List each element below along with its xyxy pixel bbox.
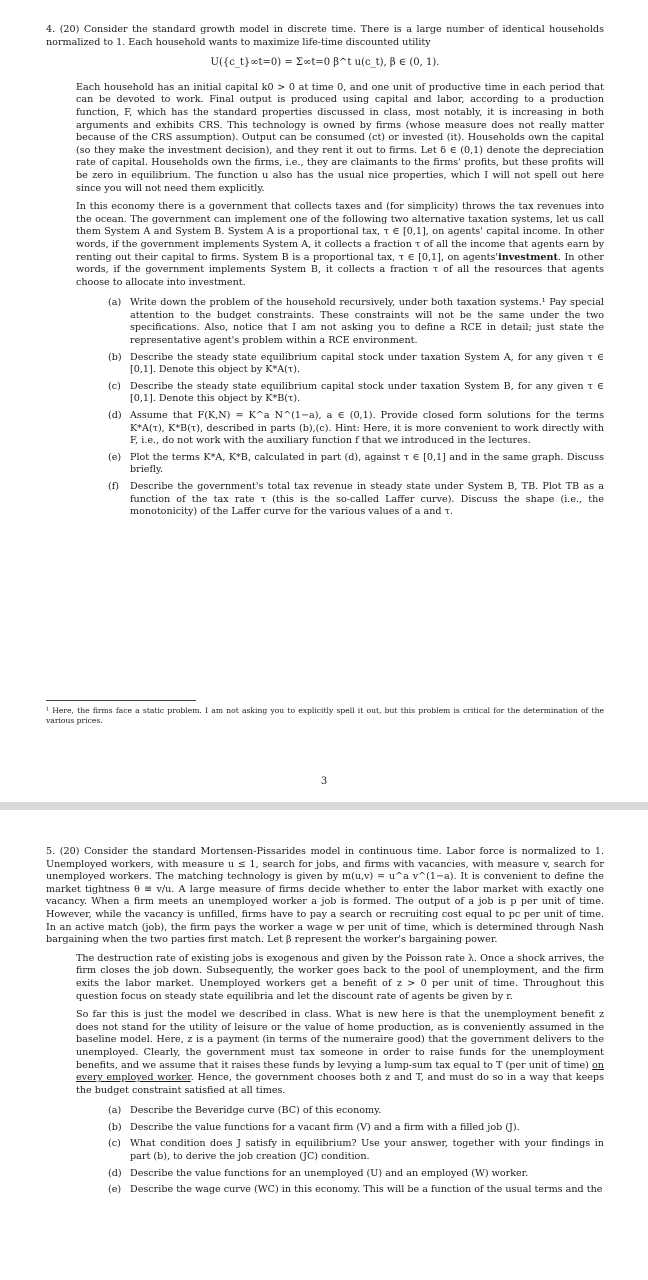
part-item: (d) Describe the value functions for an unemployed (U) and an employed (W) worker. (108, 1167, 529, 1179)
problem-5-header: 5. (20) Consider the standard Mortensen-Pissarides model in continuous time. Labor force is normalized to 1. Unemployed workers, with measure u ≤ 1, search for jobs, and firms with vacancies, with measure v, search for unemployed workers. The matching technology is given by m(u,v) = u^a v^(1−a). It is convenient to define the market tightness θ ≡ v/u. A large measure of firms decide whether to enter the labor market with exactly one vacancy. When a firm meets an unemployed worker a job is formed. The output of a job is p per unit of time. However, while the vacancy is unfilled, firms have to pay a search or recruiting cost equal to pc per unit of time. In an active match (job), the firm pays the worker a wage w per unit of time, which is determined through Nash bargaining when the two parties first match. Let β represent the worker's bargaining power. (46, 846, 604, 946)
problem-4-paragraph-1: Each household has an initial capital k0 > 0 at time 0, and one unit of productive time in each period that can be devoted to work. Final output is produced using capital and labor, according to a production function, F, which has the standard properties discussed in class, most notably, it is increasing in both arguments and exhibits CRS. This technology is owned by firms (whose measure does not really matter because of the CRS assumption). Output can be consumed (ct) or invested (it). Households own the capital (so they make the investment decision), and they rent it out to firms. Let δ ∈ (0,1) denote the depreciation rate of capital. Households own the firms, i.e., they are claimants to the firms' profits, but these profits will be zero in equilibrium. The function u also has the usual nice properties, which I will not spell out here since you will not need them explicitly. (76, 81, 604, 194)
problem-5-parts (46, 1105, 604, 1197)
footnote: ¹ Here, the firms face a static problem. I am not asking you to explicitly spell it out, but this problem is critical for the determination of the various prices. (46, 706, 604, 725)
part-item: (b) Describe the value functions for a vacant firm (V) and a firm with a filled job (J). (108, 1121, 520, 1133)
part-item: (f) Describe the government's total tax revenue in steady state under System B, TB. Plot TB as a function of the tax rate τ (this is the so-called Laffer curve). Discuss the shape (i.e., the monotonicity) of the Laffer curve for the various values of a and τ. (108, 481, 604, 518)
problem-5-paragraph-2: So far this is just the model we described in class. What is new here is that the unemployment benefit z does not stand for the utility of leisure or the value of home production, as is conveniently assumed in the baseline model. Here, z is a payment (in terms of the numeraire good) that the government delivers to the unemployed. Clearly, the government must tax someone in order to raise funds for the unemployment benefits, and we assume that it raises these funds by levying a lump-sum tax equal to T (per unit of time) on every employed worker. Hence, the government chooses both z and T, and must do so in a way that keeps the budget constraint satisfied at all times. (76, 1009, 604, 1096)
problem-4-parts (46, 297, 604, 519)
page-4 (0, 810, 648, 1280)
problem-5-paragraph-1: The destruction rate of existing jobs is exogenous and given by the Poisson rate λ. Once a shock arrives, the firm closes the job down. Subsequently, the worker goes back to the pool of unemployment, and the firm exits the labor market. Unemployed workers get a benefit of z > 0 per unit of time. Throughout this question focus on steady state equilibria and let the discount rate of agents be given by r. (76, 952, 604, 1002)
utility-formula: U({c_t}∞t=0) = Σ∞t=0 β^t u(c_t), β ∈ (0, 1). (210, 57, 440, 69)
part-item: (d) Assume that F(K,N) = K^a N^(1−a), a ∈ (0,1). Provide closed form solutions for the terms K*A(τ), K*B(τ), described in parts (b),(c). Hint: Here, it is more convenient to work directly with F, i.e., do not work with the auxiliary function f that we introduced in the lectures. (108, 410, 604, 447)
page-number: 3 (320, 776, 328, 787)
problem-4 (46, 24, 604, 523)
part-item: (e) Describe the wage curve (WC) in this economy. This will be a function of the usual terms and the (108, 1184, 603, 1196)
problem-4-paragraph-2: In this economy there is a government that collects taxes and (for simplicity) throws the tax revenues into the ocean. The government can implement one of the following two alternative taxation systems, let us call them System A and System B. System A is a proportional tax, τ ∈ [0,1], on agents' capital income. In other words, if the government implements System A, it collects a fraction τ of all the income that agents earn by renting out their capital to firms. System B is a proportional tax, τ ∈ [0,1], on agents'investment. In other words, if the government implements System B, it collects a fraction τ of all the resources that agents choose to allocate into investment. (76, 201, 604, 288)
part-item: (c) Describe the steady state equilibrium capital stock under taxation System B, for any given τ ∈ [0,1]. Denote this object by K*B(τ). (108, 380, 604, 405)
part-item: (e) Plot the terms K*A, K*B, calculated in part (d), against τ ∈ [0,1] and in the same graph. Discuss briefly. (108, 451, 604, 476)
part-item: (a) Describe the Beveridge curve (BC) of this economy. (108, 1105, 382, 1117)
part-item: (a) Write down the problem of the household recursively, under both taxation systems.¹ Pay special attention to the budget constraints. These constraints will not be the same under the two specifications. Also, notice that I am not asking you to define a RCE in detail; just state the representative agent's problem within a RCE environment. (108, 297, 604, 347)
part-item: (b) Describe the steady state equilibrium capital stock under taxation System A, for any given τ ∈ [0,1]. Denote this object by K*A(τ). (108, 351, 604, 376)
footnote-rule (46, 700, 196, 701)
part-item: (c) What condition does J satisfy in equilibrium? Use your answer, together with your findings in part (b), to derive the job creation (JC) condition. (108, 1138, 604, 1163)
problem-5 (46, 846, 604, 1201)
problem-4-header: 4. (20) Consider the standard growth model in discrete time. There is a large number of identical households normalized to 1. Each household wants to maximize life-time discounted utility (46, 24, 604, 48)
